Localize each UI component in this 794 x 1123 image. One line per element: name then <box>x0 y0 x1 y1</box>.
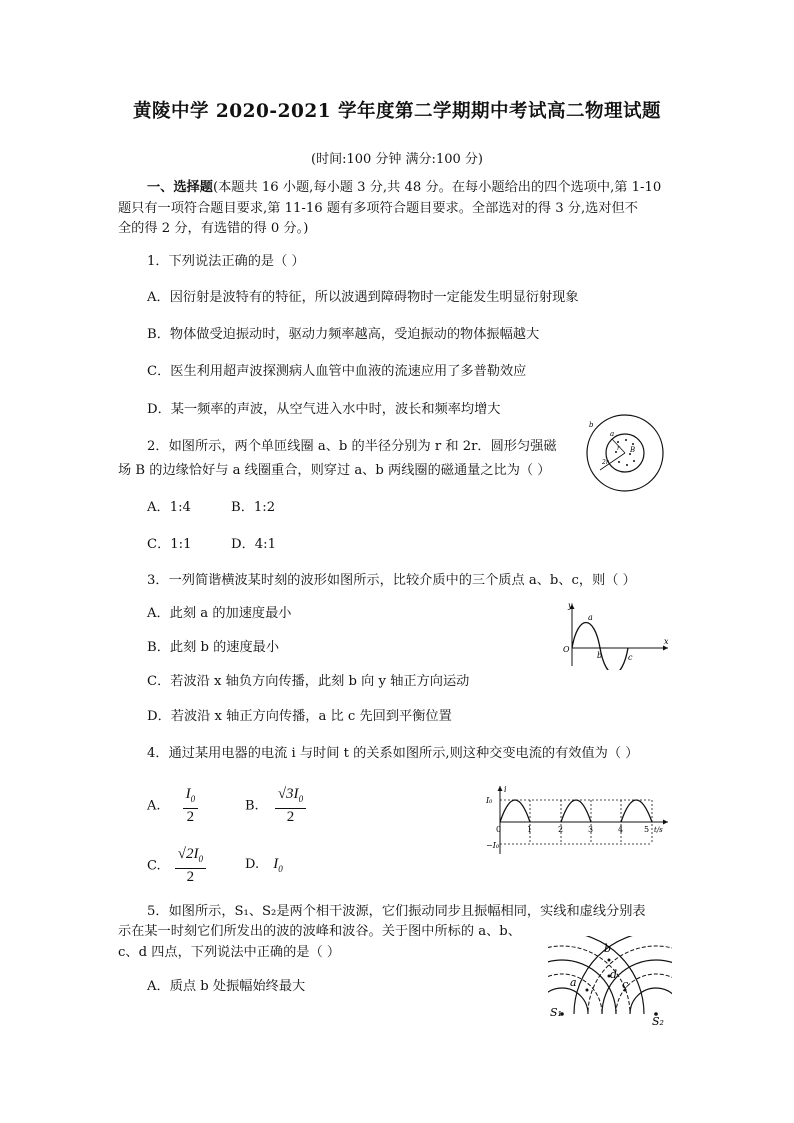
axis-label-x: x <box>664 637 669 646</box>
section-intro-line-3: 全的得 2 分，有选错的得 0 分。) <box>118 221 309 236</box>
section-heading: 一、选择题 <box>147 180 213 195</box>
label-b: b <box>589 421 594 429</box>
origin-label: O <box>563 645 570 654</box>
axis-label-t: t/s <box>654 826 663 834</box>
q3-stem: 3．一列简谐横波某时刻的波形如图所示，比较介质中的三个质点 a、b、c，则（ ） <box>147 573 636 588</box>
label-s1: S₁ <box>550 1006 562 1019</box>
current-waveform <box>500 800 652 822</box>
label-B: B <box>630 446 636 454</box>
q4-option-d: D. $I_0$ <box>245 856 283 874</box>
exam-subtitle: (时间:100 分钟 满分:100 分) <box>311 152 483 167</box>
q2-option-d: D．4:1 <box>231 537 276 552</box>
point-b-label: b <box>597 651 603 660</box>
label-b: b <box>604 942 612 955</box>
label-s2: S₂ <box>652 1015 664 1026</box>
axis-label-i: i <box>504 785 507 794</box>
q4-option-a: A. $\frac{I_0}{2}$ <box>147 786 198 826</box>
q3-option-b: B．此刻 b 的速度最小 <box>147 640 280 655</box>
q4-option-b: B. $\frac{√3I_0}{2}$ <box>245 786 306 826</box>
q5-stem-line-2: 示在某一时刻它们所发出的波的波峰和波谷。关于图中所标的 a、b、 <box>118 924 521 939</box>
q4-current-figure <box>486 782 674 858</box>
q2-coil-figure <box>584 412 666 494</box>
tick-1: 1 <box>527 825 533 834</box>
q1-option-b: B．物体做受迫振动时，驱动力频率越高，受迫振动的物体振幅越大 <box>147 327 540 342</box>
q1-option-d: D．某一频率的声波，从空气进入水中时，波长和频率均增大 <box>147 402 501 417</box>
label-a: a <box>570 976 577 989</box>
label-I0: I₀ <box>486 796 493 805</box>
x-axis-arrow <box>663 646 668 651</box>
q4-option-c: C. $\frac{√2I_0}{2}$ <box>147 846 206 886</box>
q2-stem-line-1: 2．如图所示，两个单匝线圈 a、b 的半径分别为 r 和 2r．圆形匀强磁 <box>147 439 557 454</box>
q5-option-a: A．质点 b 处振幅始终最大 <box>147 979 306 994</box>
q4-stem: 4．通过某用电器的电流 i 与时间 t 的关系如图所示,则这种交变电流的有效值为（ ） <box>147 746 639 761</box>
q3-option-c: C．若波沿 x 轴负方向传播，此刻 b 向 y 轴正方向运动 <box>147 674 470 689</box>
point-a-label: a <box>588 613 593 622</box>
q3-wave-figure <box>560 600 672 670</box>
label-negI0: −I₀ <box>486 841 500 850</box>
label-c: c <box>622 978 629 991</box>
i-axis-arrow <box>498 786 503 791</box>
q2-option-b: B．1:2 <box>231 500 276 515</box>
label-a: a <box>610 430 615 438</box>
label-r: r <box>617 445 620 452</box>
section-intro-text: (本题共 16 小题,每小题 3 分,共 48 分。在每小题给出的四个选项中,第 1-10 <box>212 180 662 195</box>
q1-stem: 1．下列说法正确的是（ ） <box>147 254 305 269</box>
q5-interference-figure <box>548 936 672 1026</box>
q5-stem-line-1: 5．如图所示，S₁、S₂是两个相干波源，它们振动同步且振幅相同，实线和虚线分别表 <box>147 904 646 919</box>
wave-curve <box>572 623 628 671</box>
exam-title: 黄陵中学 2020-2021 学年度第二学期期中考试高二物理试题 <box>132 101 662 122</box>
section-intro-line-2: 题只有一项符合题目要求,第 11-16 题有多项符合题目要求。全部选对的得 3 分,选对但不 <box>118 201 638 216</box>
q3-option-a: A．此刻 a 的加速度最小 <box>147 606 292 621</box>
point-c-label: c <box>628 653 633 662</box>
q2-stem-line-2: 场 B 的边缘恰好与 a 线圈重合，则穿过 a、b 两线圈的磁通量之比为（ ） <box>118 463 551 478</box>
label-d: d <box>610 968 618 981</box>
section-intro-line-1 <box>147 178 661 198</box>
tick-5: 5 <box>644 825 650 834</box>
label-2r: 2r <box>602 459 609 466</box>
q2-option-c: C．1:1 <box>147 537 192 552</box>
t-axis-arrow <box>663 820 668 825</box>
tick-4: 4 <box>618 825 624 834</box>
axis-label-y: y <box>568 601 573 610</box>
q1-option-c: C．医生利用超声波探测病人血管中血液的流速应用了多普勒效应 <box>147 364 527 379</box>
q3-option-d: D．若波沿 x 轴正方向传播，a 比 c 先回到平衡位置 <box>147 709 452 724</box>
tick-0: 0 <box>496 825 502 834</box>
tick-3: 3 <box>588 825 594 834</box>
tick-2: 2 <box>558 825 564 834</box>
q5-stem-line-3: c、d 四点，下列说法中正确的是（ ） <box>118 945 341 960</box>
q1-option-a: A．因衍射是波特有的特征，所以波遇到障碍物时一定能发生明显衍射现象 <box>147 290 579 305</box>
q2-option-a: A．1:4 <box>147 500 191 515</box>
